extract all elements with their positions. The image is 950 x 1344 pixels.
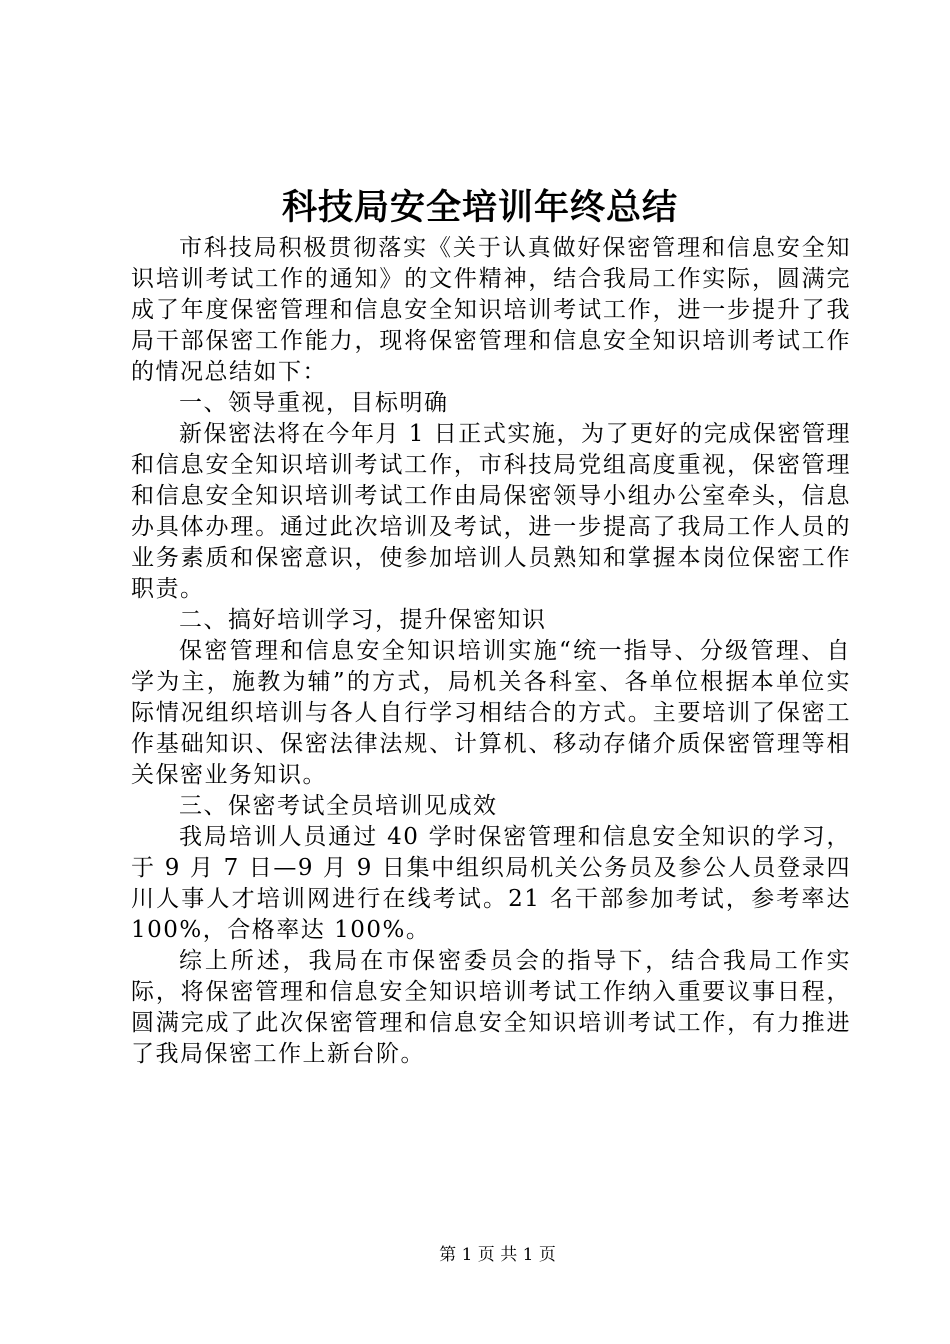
page-number-footer: 第 1 页 共 1 页 (439, 1245, 556, 1265)
section-1-paragraph: 新保密法将在今年月 1 日正式实施，为了更好的完成保密管理和信息安全知识培训考试工作，市科技局党组高度重视，保密管理和信息安全知识培训考试工作由局保密领导小组办公室牵头，信息办具体办理。通过此次培训及考试，进一步提高了我局工作人员的业务素质和保密意识，使参加培训人员熟知和掌握本岗位保密工作职责。 (131, 421, 851, 602)
section-heading-2: 二、搞好培训学习，提升保密知识 (179, 607, 547, 633)
section-heading-1: 一、领导重视，目标明确 (179, 390, 449, 416)
intro-paragraph: 市科技局积极贯彻落实《关于认真做好保密管理和信息安全知识培训考试工作的通知》的文件精神，结合我局工作实际，圆满完成了年度保密管理和信息安全知识培训考试工作，进一步提升了我局干部保密工作能力，现将保密管理和信息安全知识培训考试工作的情况总结如下： (131, 235, 851, 385)
section-2-paragraph: 保密管理和信息安全知识培训实施“统一指导、分级管理、自学为主，施教为辅”的方式，局机关各科室、各单位根据本单位实际情况组织培训与各人自行学习相结合的方式。主要培训了保密工作基础知识、保密法律法规、计算机、移动存储介质保密管理等相关保密业务知识。 (131, 638, 851, 788)
section-3-paragraph: 我局培训人员通过 40 学时保密管理和信息安全知识的学习，于 9 月 7 日—9 月 9 日集中组织局机关公务员及参公人员登录四川人事人才培训网进行在线考试。21 名干部参加考试，参考率达 100%，合格率达 100%。 (131, 824, 851, 943)
document-title: 科技局安全培训年终总结 (281, 187, 678, 228)
section-heading-3: 三、保密考试全员培训见成效 (179, 793, 498, 819)
conclusion-paragraph: 综上所述，我局在市保密委员会的指导下，结合我局工作实际，将保密管理和信息安全知识培训考试工作纳入重要议事日程，圆满完成了此次保密管理和信息安全知识培训考试工作，有力推进了我局保密工作上新台阶。 (131, 948, 851, 1067)
document-body (131, 233, 851, 1070)
